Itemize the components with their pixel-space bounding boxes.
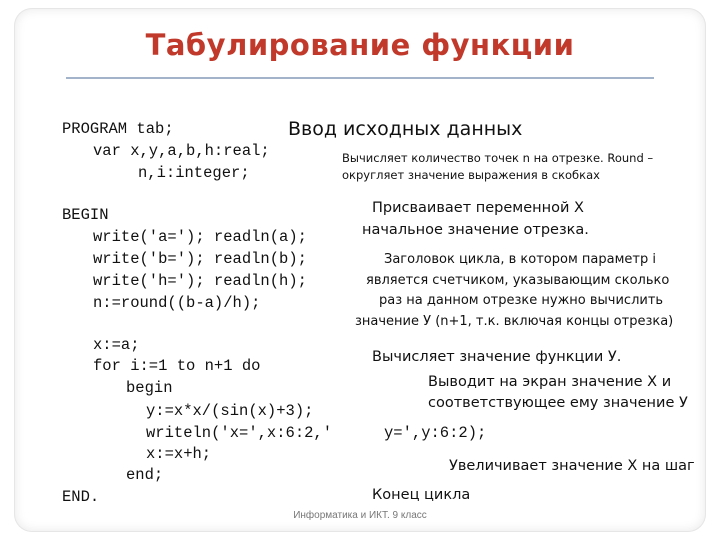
note-loop-line1: Заголовок цикла, в котором параметр i [384,252,656,267]
input-heading: Ввод исходных данных [288,118,523,140]
note-loop-line3: раз на данном отрезке нужно вычислить [379,293,664,308]
title-underline [66,77,654,79]
note-assign-line2: начальное значение отрезка. [362,222,589,238]
code-read-b: write('b='); readln(b); [93,250,307,268]
note-assign-line1: Присваивает переменной X [372,200,584,216]
slide-footer: Информатика и ИКТ. 9 класс [293,510,427,521]
note-round-line1: Вычисляет количество точек n на отрезке. Round – [342,151,654,165]
code-loop-begin: begin [126,379,173,397]
code-var-line: var x,y,a,b,h:real; [93,142,270,160]
code-var-line2: n,i:integer; [138,164,250,182]
code-begin: BEGIN [62,206,109,224]
code-read-h: write('h='); readln(h); [93,272,307,290]
code-end: END. [62,488,100,506]
note-output-line2: соответствующее ему значение У [428,395,688,411]
code-for-loop: for i:=1 to n+1 do [93,357,261,375]
note-increment: Увеличивает значение Х на шаг [449,458,695,474]
note-loop-line2: является счетчиком, указывающим сколько [366,273,670,288]
code-program: PROGRAM tab; [62,120,174,138]
slide-frame [14,8,706,532]
note-calc: Вычисляет значение функции У. [372,349,622,365]
code-writeln-part1: writeln('x=',x:6:2,' [146,424,333,442]
slide-title: Табулирование функции [145,28,575,62]
code-read-a: write('a='); readln(a); [93,228,307,246]
note-loop-end: Конец цикла [372,487,471,503]
code-inc-x: x:=x+h; [146,445,212,463]
code-assign-x: x:=a; [93,336,140,354]
code-calc-y: y:=x*x/(sin(x)+3); [146,402,314,420]
code-loop-end: end; [126,466,164,484]
note-loop-line4: значение У (n+1, т.к. включая концы отрезка) [355,314,674,329]
note-output-line1: Выводит на экран значение Х и [428,374,672,390]
code-calc-n: n:=round((b-a)/h); [93,294,261,312]
code-writeln-part2: y=',y:6:2); [384,424,487,442]
note-round-line2: округляет значение выражения в скобках [342,168,600,182]
